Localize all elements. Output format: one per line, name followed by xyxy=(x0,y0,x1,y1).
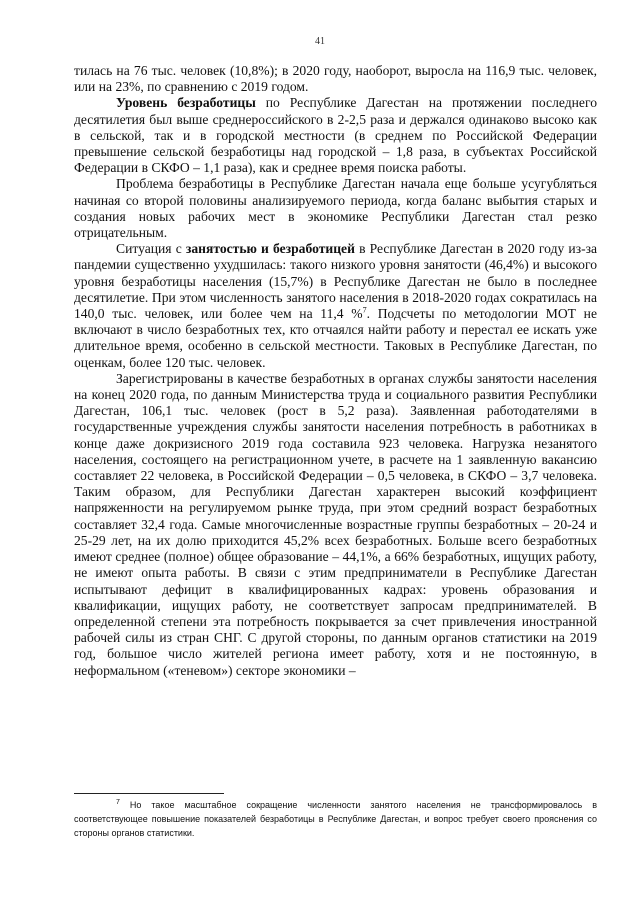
footnote xyxy=(74,798,597,840)
paragraph-4 xyxy=(74,241,597,371)
paragraph-1 xyxy=(74,63,597,95)
paragraph-5-text: Зарегистрированы в качестве безработных в органах службы занятости населения на конец 2020 года, по данным Министерства труда и социального развития Республики Дагестан, 106,1 тыс. человек (рост в 5,2 раза). Заявленная работодателями в государственные учреждения службы занятости населения потребность в работниках в конце даже докризисного 2019 года составила 923 человека. Нагрузка незанятого населения, состоящего на регистрационном учете, в расчете на 1 заявленную вакансию составляет 22 человека, в Российской Федерации – 0,5 человека, в СКФО – 3,7 человека. Таким образом, для Республики Дагестан характерен высокий коэффициент напряженности на регулируемом рынке труда, при этом средний возраст безработных составляет 32,4 года. Самые многочисленные возрастные группы безработных – 20-24 и 25-29 лет, на их долю приходится 45,2% всех безработных. Больше всего безработных имеют среднее (полное) общее образование – 44,1%, а 66% безработных, ищущих работу, не имеют опыта работы. В связи с этим предприниматели в Республике Дагестан испытывают дефицит в квалифицированных кадрах: уровень образования и квалификации, ищущих работу, не соответствует запросам предпринимателей. В определенной степени эта потребность покрывается за счет привлечения иностранной рабочей силы из стран СНГ. С другой стороны, по данным органов статистики на 2019 год, большое число жителей региона имеет работу, хотя и не постоянную, в неформальном («теневом») секторе экономики – xyxy=(74,370,597,678)
body-text xyxy=(74,63,597,679)
paragraph-4-text-a: Ситуация с xyxy=(116,241,186,257)
paragraph-1-text: тилась на 76 тыс. человек (10,8%); в 2020 году, наоборот, выросла на 116,9 тыс. человек, или на 23%, по сравнению с 2019 годом. xyxy=(74,63,597,95)
footnote-mark: 7 xyxy=(116,799,120,806)
footnote-divider xyxy=(74,793,224,794)
paragraph-4-text-b: в Республике Дагестан в 2020 году из-за пандемии существенно ухудшилась: такого низкого уровня занятости (46,4%) и высокого уровня безработицы населения (15,7%) в Республике Дагестан не было в последнее десятилетие. При этом численность занятого населения в 2018-2020 годах сократилась на 140,0 тыс. человек, или более чем на 11,4 % xyxy=(74,241,597,322)
paragraph-4-text-c: . Подсчеты по методологии МОТ не включают в число безработных тех, кто отчаялся найти работу и перестал ее искать уже длительное время, особенно в сельской местности. Таковых в Республике Дагестан, по оценкам, более 120 тыс. человек. xyxy=(74,306,597,370)
footnote-reference[interactable]: 7 xyxy=(362,305,367,315)
paragraph-4-bold: занятостью и безработицей xyxy=(185,241,355,257)
paragraph-2-bold: Уровень безработицы xyxy=(116,95,256,111)
paragraph-3-text: Проблема безработицы в Республике Дагестан начала еще больше усугубляться начиная со второй половины анализируемого периода, когда баланс выбытия старых и создания новых рабочих мест в экономике Республики Дагестан стал резко отрицательным. xyxy=(74,176,597,241)
paragraph-5 xyxy=(74,371,597,679)
paragraph-2 xyxy=(74,95,597,176)
footnote-text: Но такое масштабное сокращение численности занятого населения не трансформировалось в соответствующее повышение показателей безработицы в Республике Дагестан, и вопрос требует своего прояснения со стороны органов статистики. xyxy=(74,800,597,838)
page-number: 41 xyxy=(315,36,325,47)
paragraph-2-text: по Республике Дагестан на протяжении последнего десятилетия был выше среднероссийского в 2-2,5 раза и держался одинаково высоко как в сельской, так и в городской местности (в среднем по Российской Федерации превышение сельской безработицы над городской – 1,8 раза, в субъектах Российской Федерации в СКФО – 1,1 раза), как и среднее время поиска работы. xyxy=(74,95,597,176)
paragraph-3 xyxy=(74,176,597,241)
